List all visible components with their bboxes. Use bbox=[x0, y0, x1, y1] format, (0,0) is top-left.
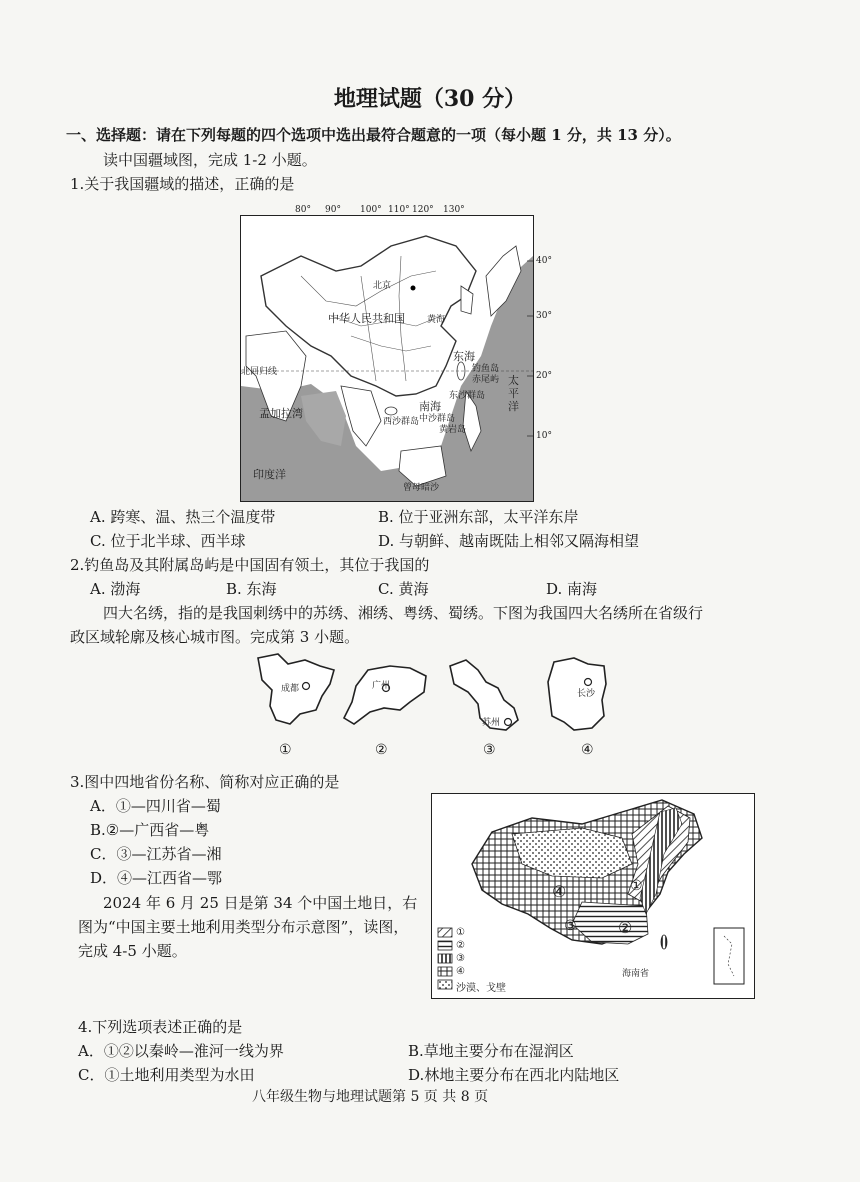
q4-option-b[interactable]: B.草地主要分布在湿润区 bbox=[408, 1042, 574, 1060]
legend-2: ② bbox=[456, 940, 465, 951]
label-zhongsha: 中沙群岛 bbox=[419, 414, 456, 424]
lon-label: 90° bbox=[325, 205, 341, 215]
label-bengal: 孟加拉湾 bbox=[259, 407, 303, 420]
q2-option-c[interactable]: C. 黄海 bbox=[378, 580, 429, 598]
legend-3: ③ bbox=[456, 953, 465, 964]
q1-option-d[interactable]: D. 与朝鲜、越南既陆上相邻又隔海相望 bbox=[378, 532, 640, 550]
label-dongsha: 东沙群岛 bbox=[449, 391, 486, 401]
intro-text-2b: 政区域轮廓及核心城市图。完成第 3 小题。 bbox=[70, 628, 360, 646]
label-huangyan: 黄岩岛 bbox=[439, 425, 467, 435]
intro-text-3c: 完成 4-5 小题。 bbox=[78, 942, 187, 960]
q4-option-c[interactable]: C．①土地利用类型为水田 bbox=[78, 1066, 255, 1084]
lon-label: 120° bbox=[412, 205, 434, 215]
q1-option-a[interactable]: A. 跨寒、温、热三个温度带 bbox=[90, 508, 276, 526]
lat-label: 20° bbox=[536, 371, 552, 381]
label-pacific: 太平洋 bbox=[508, 374, 519, 413]
intro-text-1: 读中国疆域图，完成 1-2 小题。 bbox=[103, 151, 317, 169]
legend-desert: 沙漠、戈壁 bbox=[456, 983, 506, 994]
province-number-3: ③ bbox=[483, 742, 496, 758]
label-tropic: 北回归线 bbox=[241, 367, 278, 377]
page-footer: 八年级生物与地理试题第 5 页 共 8 页 bbox=[252, 1089, 489, 1105]
q3-option-a[interactable]: A．①—四川省—蜀 bbox=[90, 797, 221, 815]
label-zengmu: 曾母暗沙 bbox=[403, 483, 440, 493]
lon-label: 130° bbox=[443, 205, 465, 215]
lon-label: 100° bbox=[360, 205, 382, 215]
map-mark-3: ③ bbox=[564, 918, 577, 934]
city-changsha: 长沙 bbox=[577, 689, 596, 699]
map-mark-1: ① bbox=[630, 878, 643, 894]
legend-4: ④ bbox=[456, 966, 465, 977]
q3-option-c[interactable]: C．③—江苏省—湘 bbox=[90, 845, 222, 863]
province-number-2: ② bbox=[375, 742, 388, 758]
intro-text-3a: 2024 年 6 月 25 日是第 34 个中国土地日，右 bbox=[103, 894, 418, 912]
label-indian-ocean: 印度洋 bbox=[253, 468, 286, 481]
label-chiwei: 赤尾屿 bbox=[472, 375, 500, 385]
question-2-stem: 2.钓鱼岛及其附属岛屿是中国固有领土，其位于我国的 bbox=[70, 556, 430, 574]
intro-text-2a: 四大名绣，指的是我国刺绣中的苏绣、湘绣、粤绣、蜀绣。下图为我国四大名绣所在省级行 bbox=[103, 604, 704, 622]
label-yellow-sea: 黄海 bbox=[427, 315, 446, 325]
city-guangzhou: 广州 bbox=[372, 681, 391, 691]
lat-label: 30° bbox=[536, 311, 552, 321]
q4-option-a[interactable]: A．①②以秦岭—淮河一线为界 bbox=[78, 1042, 284, 1060]
lon-label: 110° bbox=[388, 205, 410, 215]
land-use-map bbox=[431, 793, 755, 999]
q2-option-a[interactable]: A. 渤海 bbox=[90, 580, 141, 598]
map-frame bbox=[240, 215, 534, 502]
question-3-stem: 3.图中四地省份名称、简称对应正确的是 bbox=[70, 773, 340, 791]
province-number-4: ④ bbox=[581, 742, 594, 758]
q4-option-d[interactable]: D.林地主要分布在西北内陆地区 bbox=[408, 1066, 620, 1084]
province-outline-2 bbox=[340, 662, 434, 732]
lat-label: 10° bbox=[536, 431, 552, 441]
legend-1: ① bbox=[456, 927, 465, 938]
label-prc: 中华人民共和国 bbox=[328, 312, 405, 325]
city-suzhou: 苏州 bbox=[482, 718, 501, 728]
label-east-sea: 东海 bbox=[453, 350, 475, 363]
map-mark-2: ② bbox=[618, 918, 633, 937]
lon-label: 80° bbox=[295, 205, 311, 215]
intro-text-3b: 图为“中国主要土地利用类型分布示意图”，读图， bbox=[78, 918, 409, 936]
question-4-stem: 4.下列选项表述正确的是 bbox=[78, 1018, 243, 1036]
map-mark-4: ④ bbox=[552, 882, 567, 901]
lat-label: 40° bbox=[536, 256, 552, 266]
q3-option-b[interactable]: B.②—广西省—粤 bbox=[90, 821, 210, 839]
q3-option-d[interactable]: D．④—江西省—鄂 bbox=[90, 869, 223, 887]
section-heading: 一、选择题：请在下列每题的四个选项中选出最符合题意的一项（每小题 1 分，共 13 分）。 bbox=[66, 126, 681, 144]
q2-option-d[interactable]: D. 南海 bbox=[546, 580, 598, 598]
label-xisha: 西沙群岛 bbox=[383, 417, 420, 427]
q2-option-b[interactable]: B. 东海 bbox=[226, 580, 277, 598]
label-hainan: 海南省 bbox=[622, 969, 650, 979]
q1-option-b[interactable]: B. 位于亚洲东部，太平洋东岸 bbox=[378, 508, 579, 526]
province-number-1: ① bbox=[279, 742, 292, 758]
q1-option-c[interactable]: C. 位于北半球、西半球 bbox=[90, 532, 246, 550]
page-title: 地理试题（30 分） bbox=[333, 86, 527, 112]
question-1-stem: 1.关于我国疆域的描述，正确的是 bbox=[70, 175, 295, 193]
label-diaoyu: 钓鱼岛 bbox=[472, 364, 500, 374]
label-south-sea: 南海 bbox=[419, 400, 441, 413]
city-chengdu: 成都 bbox=[281, 684, 300, 694]
label-beijing: 北京 bbox=[373, 281, 392, 291]
